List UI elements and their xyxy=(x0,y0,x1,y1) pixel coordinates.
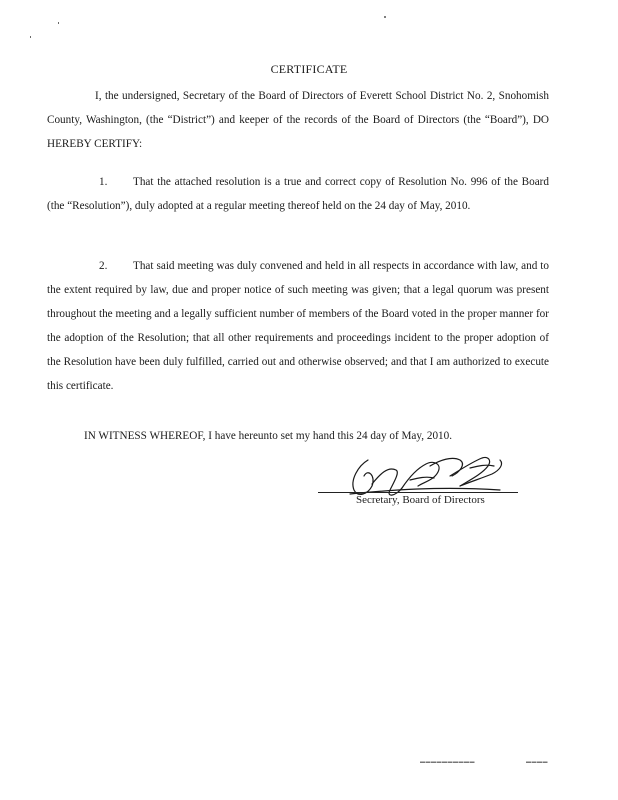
scan-footer-mark: ▬▬▬▬ xyxy=(526,760,548,765)
signature-line xyxy=(318,492,518,493)
item-text: That said meeting was duly convened and held in all respects in accordance with law, and to the extent required by law, due and proper notice of such meeting was given; that a legal quorum was present throughout the meeting and a legally sufficient number of members of the Board voted in the proper manner for the adoption of the Resolution; that all other requirements and proceedings incident to the proper adoption of the Resolution have been duly fulfilled, carried out and otherwise observed; and that I am authorized to execute this certificate. xyxy=(47,260,549,392)
signature-caption: Secretary, Board of Directors xyxy=(356,494,485,506)
scan-speck xyxy=(384,16,386,18)
item-text: That the attached resolution is a true and correct copy of Resolution No. 996 of the Board (the “Resolution”), duly adopted at a regular meeting thereof held on the 24 day of May, 2010. xyxy=(47,176,549,212)
witness-paragraph: IN WITNESS WHEREOF, I have hereunto set my hand this 24 day of May, 2010. xyxy=(84,430,453,442)
scan-speck xyxy=(30,36,31,38)
item-number: 2. xyxy=(99,260,108,272)
scan-footer-mark: ▬▬▬▬▬▬▬▬▬▬ xyxy=(420,760,475,765)
scan-speck xyxy=(58,22,59,24)
item-paragraph-2 xyxy=(47,254,549,398)
intro-paragraph: I, the undersigned, Secretary of the Board of Directors of Everett School District No. 2, Snohomish County, Washington, (the “District”) and keeper of the records of the Board of Directors (the “Board”), DO HEREBY CERTIFY: xyxy=(47,90,549,150)
item-number: 1. xyxy=(99,176,108,188)
item-paragraph-1 xyxy=(47,170,549,218)
certificate-title: CERTIFICATE xyxy=(270,62,348,76)
